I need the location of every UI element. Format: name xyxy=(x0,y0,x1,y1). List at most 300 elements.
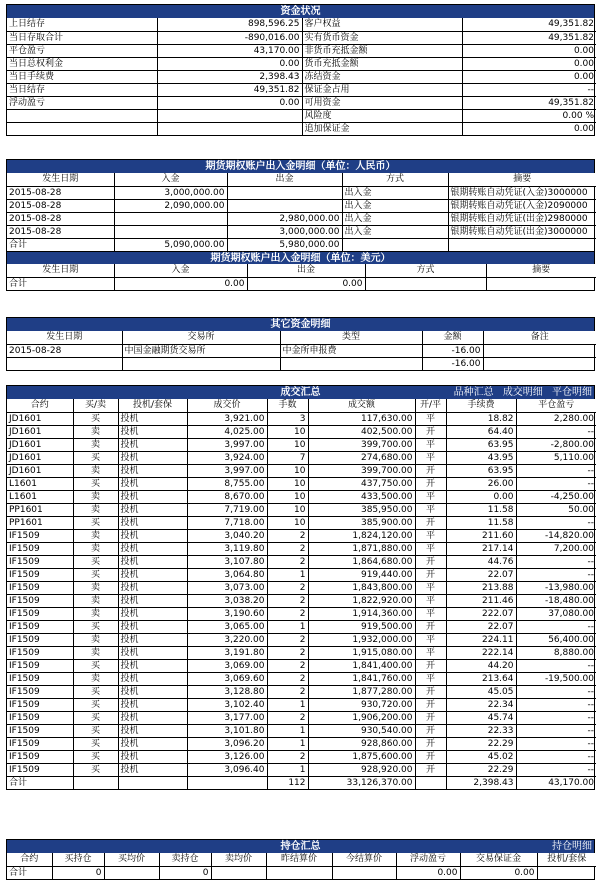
table-cell: 买 xyxy=(73,685,118,698)
trade-row xyxy=(7,594,596,607)
table-cell: 0.00 xyxy=(114,277,247,290)
table-cell xyxy=(7,109,157,122)
table-cell: JD1601 xyxy=(7,438,73,451)
table-cell: 买 xyxy=(73,750,118,763)
table-cell: 卖 xyxy=(73,490,118,503)
trade-row xyxy=(7,685,596,698)
table-cell: 63.95 xyxy=(446,438,516,451)
table-cell: 930,540.00 xyxy=(308,724,415,737)
table-cell: 10 xyxy=(267,464,308,477)
table-cell: 1,841,400.00 xyxy=(308,659,415,672)
table-cell: -- xyxy=(516,464,596,477)
trade-row xyxy=(7,763,596,776)
table-cell: 开 xyxy=(415,763,446,776)
link-position-detail[interactable]: 持仓明细 xyxy=(552,841,592,852)
table-cell xyxy=(483,344,596,357)
table-cell: 2 xyxy=(267,542,308,555)
table-cell: 投机 xyxy=(118,464,187,477)
table-cell: 5,110.00 xyxy=(516,451,596,464)
trade-total-row xyxy=(7,776,596,789)
trade-row xyxy=(7,477,596,490)
table-cell xyxy=(332,866,396,879)
table-cell: 50.00 xyxy=(516,503,596,516)
column-header: 成交额 xyxy=(308,399,415,412)
table-cell: 44.76 xyxy=(446,555,516,568)
table-cell: 银期转账自动凭证(入金)2090000 xyxy=(448,199,596,212)
table-cell: PP1601 xyxy=(7,503,73,516)
link-close-detail[interactable]: 平仓明细 xyxy=(552,387,592,398)
table-cell: 0.00 xyxy=(460,866,537,879)
trade-summary-section xyxy=(6,385,595,790)
column-header: 类型 xyxy=(280,331,422,344)
table-cell: 3,038.20 xyxy=(187,594,267,607)
table-cell: 非货币充抵金额 xyxy=(302,44,462,57)
table-cell: 买 xyxy=(73,412,118,425)
table-cell: IF1509 xyxy=(7,555,73,568)
table-cell: 43.95 xyxy=(446,451,516,464)
table-cell: 10 xyxy=(267,477,308,490)
table-cell: 平 xyxy=(415,438,446,451)
table-cell xyxy=(266,866,332,879)
fund-status-section xyxy=(6,4,595,136)
table-cell: L1601 xyxy=(7,477,73,490)
table-cell: 43,170.00 xyxy=(157,44,302,57)
table-cell: 22.34 xyxy=(446,698,516,711)
table-cell: 11.58 xyxy=(446,503,516,516)
column-header: 出金 xyxy=(247,264,365,277)
table-cell: 平 xyxy=(415,542,446,555)
table-cell: 2 xyxy=(267,529,308,542)
table-cell: 49,351.82 xyxy=(462,18,596,31)
table-cell: 买 xyxy=(73,477,118,490)
table-cell: 2015-08-28 xyxy=(7,212,114,225)
table-cell: 3,191.80 xyxy=(187,646,267,659)
table-cell: -2,800.00 xyxy=(516,438,596,451)
table-cell: 22.07 xyxy=(446,568,516,581)
table-cell xyxy=(280,357,422,370)
table-cell: 合计 xyxy=(7,776,73,789)
table-cell: 2,398.43 xyxy=(157,70,302,83)
trade-row xyxy=(7,555,596,568)
table-cell: 卖 xyxy=(73,438,118,451)
table-cell xyxy=(114,225,227,238)
table-cell: 7,718.00 xyxy=(187,516,267,529)
other-funds-table xyxy=(7,331,596,370)
table-cell: 开 xyxy=(415,516,446,529)
table-cell: 合计 xyxy=(7,238,114,251)
position-summary-section xyxy=(6,839,595,880)
trade-row xyxy=(7,451,596,464)
table-cell: 1,864,680.00 xyxy=(308,555,415,568)
column-header: 交易保证金 xyxy=(460,853,537,866)
table-cell: 2 xyxy=(267,685,308,698)
column-header: 入金 xyxy=(114,264,247,277)
table-cell: 投机 xyxy=(118,555,187,568)
table-cell: -- xyxy=(516,711,596,724)
table-cell: 投机 xyxy=(118,425,187,438)
table-cell: -890,016.00 xyxy=(157,31,302,44)
table-cell: -- xyxy=(516,737,596,750)
table-cell: 投机 xyxy=(118,750,187,763)
table-cell: 43,170.00 xyxy=(516,776,596,789)
table-cell: 7,719.00 xyxy=(187,503,267,516)
column-header: 手续费 xyxy=(446,399,516,412)
table-cell: 投机 xyxy=(118,568,187,581)
table-cell: JD1601 xyxy=(7,451,73,464)
table-cell: 49,351.82 xyxy=(462,96,596,109)
trade-summary-table xyxy=(7,399,596,789)
table-cell: 928,860.00 xyxy=(308,737,415,750)
table-cell: IF1509 xyxy=(7,633,73,646)
fund-row xyxy=(7,122,596,135)
table-cell: 919,440.00 xyxy=(308,568,415,581)
table-cell: 3,997.00 xyxy=(187,438,267,451)
table-cell: 平 xyxy=(415,503,446,516)
table-cell: 1,877,280.00 xyxy=(308,685,415,698)
trade-summary-title xyxy=(7,386,594,399)
table-cell: 217.14 xyxy=(446,542,516,555)
table-cell: 平 xyxy=(415,633,446,646)
table-cell: 投机 xyxy=(118,763,187,776)
table-cell: 投机 xyxy=(118,737,187,750)
column-header: 手数 xyxy=(267,399,308,412)
rmb-transfer-title: 期货期权账户出入金明细（单位：人民币） xyxy=(7,160,594,173)
trade-row xyxy=(7,607,596,620)
table-cell: 追加保证金 xyxy=(302,122,462,135)
table-cell: 开 xyxy=(415,737,446,750)
table-cell xyxy=(486,277,596,290)
table-cell: 投机 xyxy=(118,633,187,646)
table-cell: 3,069.00 xyxy=(187,659,267,672)
table-cell: 当日手续费 xyxy=(7,70,157,83)
table-cell: -- xyxy=(516,724,596,737)
trade-row xyxy=(7,542,596,555)
table-cell: 7 xyxy=(267,451,308,464)
table-cell: 当日存取合计 xyxy=(7,31,157,44)
table-cell: 买 xyxy=(73,698,118,711)
table-cell: 货币充抵金额 xyxy=(302,57,462,70)
table-cell: IF1509 xyxy=(7,711,73,724)
table-cell: 当日结存 xyxy=(7,83,157,96)
table-cell xyxy=(118,776,187,789)
table-cell: 卖 xyxy=(73,581,118,594)
table-cell: 3,924.00 xyxy=(187,451,267,464)
table-cell: IF1509 xyxy=(7,698,73,711)
table-cell: 3,101.80 xyxy=(187,724,267,737)
fund-row xyxy=(7,109,596,122)
table-cell: -- xyxy=(516,555,596,568)
table-cell: 211.60 xyxy=(446,529,516,542)
table-cell: -18,480.00 xyxy=(516,594,596,607)
table-cell: 风险度 xyxy=(302,109,462,122)
table-cell: -- xyxy=(516,516,596,529)
trade-row xyxy=(7,672,596,685)
trade-row xyxy=(7,633,596,646)
table-cell: 930,720.00 xyxy=(308,698,415,711)
table-cell xyxy=(342,238,448,251)
trade-row xyxy=(7,425,596,438)
table-cell: 2 xyxy=(267,607,308,620)
table-cell: 投机 xyxy=(118,659,187,672)
table-cell: JD1601 xyxy=(7,464,73,477)
table-cell: 18.82 xyxy=(446,412,516,425)
table-cell xyxy=(157,122,302,135)
table-cell: 平 xyxy=(415,672,446,685)
table-cell: 10 xyxy=(267,503,308,516)
table-cell: 平 xyxy=(415,646,446,659)
table-cell: 26.00 xyxy=(446,477,516,490)
table-cell: 433,500.00 xyxy=(308,490,415,503)
table-cell xyxy=(483,357,596,370)
table-cell: 投机 xyxy=(118,412,187,425)
transfer-row xyxy=(7,238,596,251)
column-header: 发生日期 xyxy=(7,331,122,344)
table-cell: -- xyxy=(516,685,596,698)
table-cell: 63.95 xyxy=(446,464,516,477)
table-cell: 7,200.00 xyxy=(516,542,596,555)
table-cell: 1 xyxy=(267,698,308,711)
table-cell: 客户权益 xyxy=(302,18,462,31)
table-cell: -- xyxy=(516,477,596,490)
table-cell: 3,997.00 xyxy=(187,464,267,477)
table-cell: -13,980.00 xyxy=(516,581,596,594)
table-cell: 1,843,800.00 xyxy=(308,581,415,594)
fund-status-table xyxy=(7,18,596,135)
table-cell: 中国金融期货交易所 xyxy=(122,344,280,357)
table-cell: 买 xyxy=(73,516,118,529)
table-cell: -16.00 xyxy=(422,344,483,357)
column-header: 发生日期 xyxy=(7,173,114,186)
table-cell: 投机 xyxy=(118,490,187,503)
table-cell: 银期转账自动凭证(出金)2980000 xyxy=(448,212,596,225)
column-header: 摘要 xyxy=(486,264,596,277)
table-cell: 385,950.00 xyxy=(308,503,415,516)
trade-summary-heading: 成交汇总 xyxy=(280,387,321,398)
table-cell: 平 xyxy=(415,412,446,425)
fund-row xyxy=(7,96,596,109)
table-cell: 3,040.20 xyxy=(187,529,267,542)
table-cell: 222.07 xyxy=(446,607,516,620)
column-header: 出金 xyxy=(227,173,342,186)
trade-row xyxy=(7,438,596,451)
table-cell: 可用资金 xyxy=(302,96,462,109)
trade-row xyxy=(7,581,596,594)
table-cell: 开 xyxy=(415,425,446,438)
fund-row xyxy=(7,18,596,31)
table-cell: 213.88 xyxy=(446,581,516,594)
table-cell: 投机 xyxy=(118,685,187,698)
table-cell: 开 xyxy=(415,685,446,698)
table-cell: 2 xyxy=(267,646,308,659)
table-cell: 33,126,370.00 xyxy=(308,776,415,789)
table-cell: 1 xyxy=(267,724,308,737)
table-cell: 投机 xyxy=(118,477,187,490)
table-cell: 卖 xyxy=(73,542,118,555)
table-cell: IF1509 xyxy=(7,607,73,620)
table-cell: 8,670.00 xyxy=(187,490,267,503)
table-cell: 49,351.82 xyxy=(157,83,302,96)
table-cell: 投机 xyxy=(118,698,187,711)
table-cell xyxy=(227,199,342,212)
table-cell: -- xyxy=(516,568,596,581)
table-cell: 3,220.00 xyxy=(187,633,267,646)
table-cell: -4,250.00 xyxy=(516,490,596,503)
table-cell: 实有货币资金 xyxy=(302,31,462,44)
table-cell: 2 xyxy=(267,711,308,724)
table-cell: 0 xyxy=(52,866,104,879)
table-cell: 平 xyxy=(415,490,446,503)
table-cell: IF1509 xyxy=(7,685,73,698)
table-cell: 平 xyxy=(415,529,446,542)
column-header: 买/卖 xyxy=(73,399,118,412)
table-cell: 5,090,000.00 xyxy=(114,238,227,251)
table-cell: 112 xyxy=(267,776,308,789)
trade-row xyxy=(7,529,596,542)
table-cell: 投机 xyxy=(118,724,187,737)
table-cell: IF1509 xyxy=(7,568,73,581)
table-cell: 买 xyxy=(73,451,118,464)
trade-row xyxy=(7,750,596,763)
table-cell: 44.20 xyxy=(446,659,516,672)
table-cell: 11.58 xyxy=(446,516,516,529)
table-cell: 平 xyxy=(415,581,446,594)
table-cell: 2 xyxy=(267,555,308,568)
table-cell: 5,980,000.00 xyxy=(227,238,342,251)
table-cell: 3 xyxy=(267,412,308,425)
table-cell: 开 xyxy=(415,750,446,763)
table-cell: -- xyxy=(516,698,596,711)
table-cell: 37,080.00 xyxy=(516,607,596,620)
transfer-row xyxy=(7,212,596,225)
table-cell: L1601 xyxy=(7,490,73,503)
fund-row xyxy=(7,44,596,57)
table-cell: 0.00 % xyxy=(462,109,596,122)
column-header: 买持仓 xyxy=(52,853,104,866)
table-cell: 10 xyxy=(267,516,308,529)
table-cell: 出入金 xyxy=(342,186,448,199)
trade-row xyxy=(7,646,596,659)
table-cell: -- xyxy=(516,750,596,763)
table-cell: 冻结资金 xyxy=(302,70,462,83)
fund-row xyxy=(7,70,596,83)
table-cell: 45.05 xyxy=(446,685,516,698)
table-cell: IF1509 xyxy=(7,659,73,672)
table-cell: -- xyxy=(516,763,596,776)
table-cell: 0.00 xyxy=(247,277,365,290)
table-cell: 224.11 xyxy=(446,633,516,646)
table-cell xyxy=(227,186,342,199)
table-cell: 1 xyxy=(267,620,308,633)
trade-row xyxy=(7,503,596,516)
table-cell xyxy=(7,357,122,370)
table-cell: 出入金 xyxy=(342,199,448,212)
table-cell: 2,980,000.00 xyxy=(227,212,342,225)
table-cell: 22.07 xyxy=(446,620,516,633)
table-cell: 卖 xyxy=(73,646,118,659)
table-cell xyxy=(7,122,157,135)
column-header: 平仓盈亏 xyxy=(516,399,596,412)
table-cell: 3,102.40 xyxy=(187,698,267,711)
table-cell: IF1509 xyxy=(7,750,73,763)
table-cell: 卖 xyxy=(73,464,118,477)
table-cell: 1 xyxy=(267,737,308,750)
table-cell: 274,680.00 xyxy=(308,451,415,464)
table-cell: IF1509 xyxy=(7,529,73,542)
table-cell: 投机 xyxy=(118,542,187,555)
column-header: 成交价 xyxy=(187,399,267,412)
table-cell: 402,500.00 xyxy=(308,425,415,438)
table-cell: 卖 xyxy=(73,503,118,516)
table-cell: 928,920.00 xyxy=(308,763,415,776)
position-summary-title xyxy=(7,840,594,853)
table-cell: 399,700.00 xyxy=(308,438,415,451)
table-cell: -- xyxy=(516,659,596,672)
trade-row xyxy=(7,620,596,633)
table-cell: 0.00 xyxy=(446,490,516,503)
table-cell: 1,875,600.00 xyxy=(308,750,415,763)
table-cell: 3,000,000.00 xyxy=(227,225,342,238)
rmb-transfer-section xyxy=(6,159,595,291)
other-fund-row xyxy=(7,344,596,357)
table-cell: IF1509 xyxy=(7,724,73,737)
table-cell: 3,119.80 xyxy=(187,542,267,555)
table-cell: 买 xyxy=(73,711,118,724)
link-product-summary[interactable]: 品种汇总 xyxy=(453,387,494,398)
table-cell: 投机 xyxy=(118,646,187,659)
column-header: 备注 xyxy=(483,331,596,344)
table-cell: 45.74 xyxy=(446,711,516,724)
column-header: 方式 xyxy=(365,264,486,277)
table-cell: 8,755.00 xyxy=(187,477,267,490)
table-cell: 中金所申报费 xyxy=(280,344,422,357)
table-cell: 385,900.00 xyxy=(308,516,415,529)
table-cell: 3,096.40 xyxy=(187,763,267,776)
table-cell: IF1509 xyxy=(7,581,73,594)
table-cell: IF1509 xyxy=(7,672,73,685)
table-cell: 1,841,760.00 xyxy=(308,672,415,685)
table-cell: 平 xyxy=(415,607,446,620)
table-cell: 买 xyxy=(73,620,118,633)
trade-row xyxy=(7,464,596,477)
table-cell: 银期转账自动凭证(出金)3000000 xyxy=(448,225,596,238)
table-cell: 22.29 xyxy=(446,737,516,750)
table-cell: 银期转账自动凭证(入金)3000000 xyxy=(448,186,596,199)
trade-row xyxy=(7,737,596,750)
link-trade-detail[interactable]: 成交明细 xyxy=(502,387,543,398)
fund-row xyxy=(7,31,596,44)
table-cell: 22.33 xyxy=(446,724,516,737)
table-cell: 浮动盈亏 xyxy=(7,96,157,109)
usd-transfer-table xyxy=(7,264,596,290)
table-cell: 117,630.00 xyxy=(308,412,415,425)
table-cell: 平 xyxy=(415,451,446,464)
trade-row xyxy=(7,724,596,737)
table-cell: 10 xyxy=(267,425,308,438)
table-cell: 399,700.00 xyxy=(308,464,415,477)
table-cell: 投机 xyxy=(118,503,187,516)
table-cell: 3,000,000.00 xyxy=(114,186,227,199)
table-cell: 投机 xyxy=(118,594,187,607)
table-cell xyxy=(114,212,227,225)
table-cell: -- xyxy=(516,425,596,438)
trade-row xyxy=(7,490,596,503)
transfer-row xyxy=(7,199,596,212)
other-fund-row xyxy=(7,357,596,370)
table-cell: 56,400.00 xyxy=(516,633,596,646)
table-cell: 0 xyxy=(159,866,211,879)
table-cell: 开 xyxy=(415,555,446,568)
fund-row xyxy=(7,57,596,70)
